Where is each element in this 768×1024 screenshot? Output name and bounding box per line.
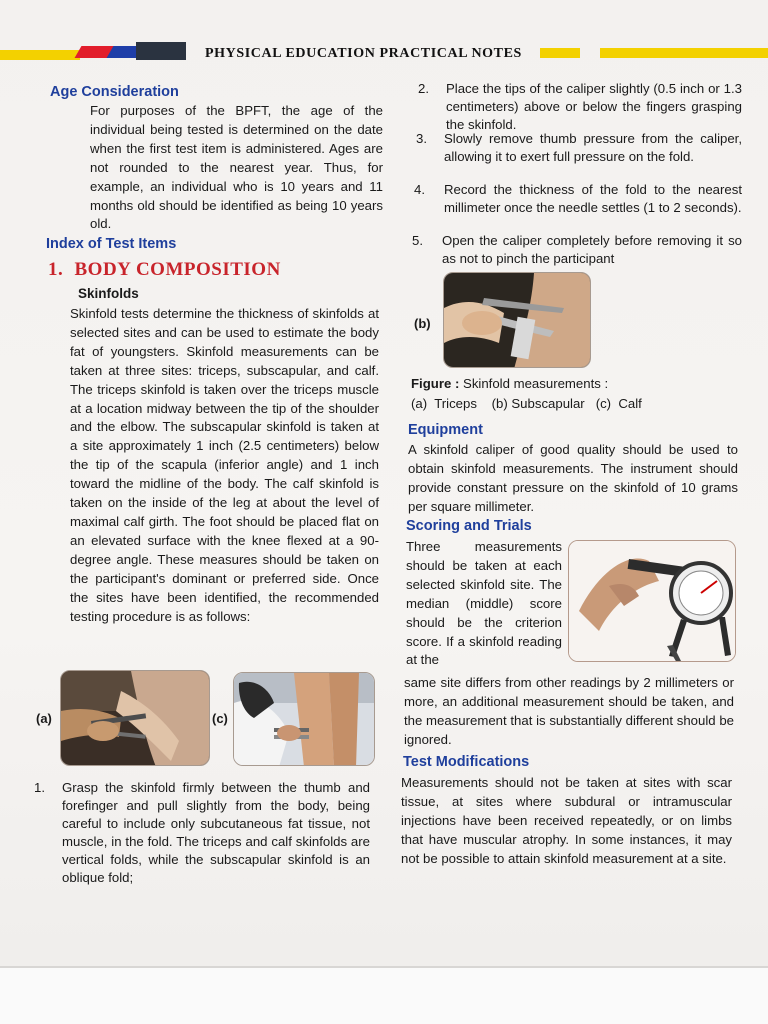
index-heading: Index of Test Items xyxy=(46,236,177,252)
figure-label: Figure : xyxy=(411,376,460,391)
step-3-text: Slowly remove thumb pressure from the caliper, allowing it to exert full pressure on the fold. xyxy=(444,131,742,164)
photo-subscapular xyxy=(443,272,591,368)
step-1-text: Grasp the skinfold firmly between the thumb and forefinger and pull slightly from the body, being careful to include only subcutaneous fat tissue, not muscle, in the fold. The triceps and calf skinfolds are vertical folds, while the subscapular skinfold is an oblique fold; xyxy=(62,780,370,885)
step-4-text: Record the thickness of the fold to the nearest millimeter once the needle settles (1 to 2 seconds). xyxy=(444,182,742,215)
modifications-heading: Test Modifications xyxy=(403,754,530,770)
header-title: PHYSICAL EDUCATION PRACTICAL NOTES xyxy=(205,46,522,61)
photo-triceps xyxy=(60,670,210,766)
step-1-number: 1. xyxy=(34,780,45,795)
step-2-number: 2. xyxy=(418,81,429,96)
scoring-body-wrapped: Three measurements should be taken at each selected skinfold site. The median (middle) score should be the criterion score. If a skinfold reading at the xyxy=(406,539,562,668)
skinfolds-heading: Skinfolds xyxy=(78,286,139,301)
photo-a-label: (a) xyxy=(36,711,52,726)
step-4-number: 4. xyxy=(414,182,425,197)
equipment-heading: Equipment xyxy=(408,422,483,438)
step-3-number: 3. xyxy=(416,131,427,146)
step-2 xyxy=(418,80,748,132)
header-stripe-yellow-3 xyxy=(600,48,768,58)
step-4 xyxy=(414,181,744,231)
page-bottom-margin xyxy=(0,966,768,1024)
caliper-image xyxy=(569,541,736,662)
calf-image xyxy=(234,673,375,766)
age-body: For purposes of the BPFT, the age of the individual being tested is determined on the date when the first test item is administered. Ages are not rounded to the nearest year. Thus, for example, an individual who is 10 years and 11 months old should be identified as being 10 years old. xyxy=(90,103,383,232)
step-5-text: Open the caliper completely before removing it so as not to pinch the participant xyxy=(442,233,742,266)
step-1 xyxy=(34,779,374,889)
photo-caliper xyxy=(568,540,736,662)
step-3 xyxy=(416,130,746,176)
scoring-heading: Scoring and Trials xyxy=(406,518,532,534)
header-stripe-yellow-2 xyxy=(540,48,580,58)
subscapular-image xyxy=(444,273,591,368)
equipment-body: A skinfold caliper of good quality should be used to obtain skinfold measurements. The instrument should provide constant pressure on the skinfold of 10 grams per square millimeter. xyxy=(408,442,738,514)
age-heading: Age Consideration xyxy=(50,84,179,100)
photo-b-label: (b) xyxy=(414,316,431,331)
header-stripe-yellow xyxy=(0,50,80,60)
photo-c-label: (c) xyxy=(212,711,228,726)
triceps-image xyxy=(61,671,210,766)
photo-calf xyxy=(233,672,375,766)
figure-caption-text: Skinfold measurements : xyxy=(463,376,609,391)
modifications-body: Measurements should not be taken at sites with scar tissue, at sites where subdural or intramuscular injections have been received repeatedly, or on limbs that have muscular atrophy. In some instances, it may not be possible to attain skinfold measurement at a site. xyxy=(401,775,732,866)
header-stripe-dark xyxy=(136,42,186,60)
step-2-text: Place the tips of the caliper slightly (0.5 inch or 1.3 centimeters) above or below the fingers grasping the skinfold. xyxy=(446,81,742,132)
step-5 xyxy=(412,232,744,272)
skinfolds-body: Skinfold tests determine the thickness of skinfolds at selected sites and can be used to estimate the body fat of youngsters. Skinfold measurements can be taken at three sites: triceps, subscapular, and calf. The triceps skinfold is taken over the triceps muscle at a location midway between the tip of the shoulder and the elbow. The subscapular skinfold is taken at a site approximately 1 inch (2.5 centimeters) below the tip of the scapula (inferior angle) and 1 inch toward the midline of the body. The calf skinfold is taken on the inside of the leg at about the level of maximal calf girth. The foot should be placed flat on an elevated surface with the knee flexed at a 90-degree angle. These measures should be taken on the participant's dominant or preferred side. Once the sites have been identified, the recommended testing procedure is as follows: xyxy=(70,306,379,624)
section-number: 1. xyxy=(48,259,64,280)
section-name: BODY COMPOSITION xyxy=(74,259,281,280)
scoring-body-full: same site differs from other readings by 2 millimeters or more, an additional measurement should be taken, and the measurement that is substantially different should be ignored. xyxy=(404,675,734,747)
step-5-number: 5. xyxy=(412,233,423,248)
figure-caption xyxy=(411,374,608,393)
figure-parts: (a) Triceps (b) Subscapular (c) Calf xyxy=(411,396,642,411)
section-title xyxy=(48,259,281,281)
